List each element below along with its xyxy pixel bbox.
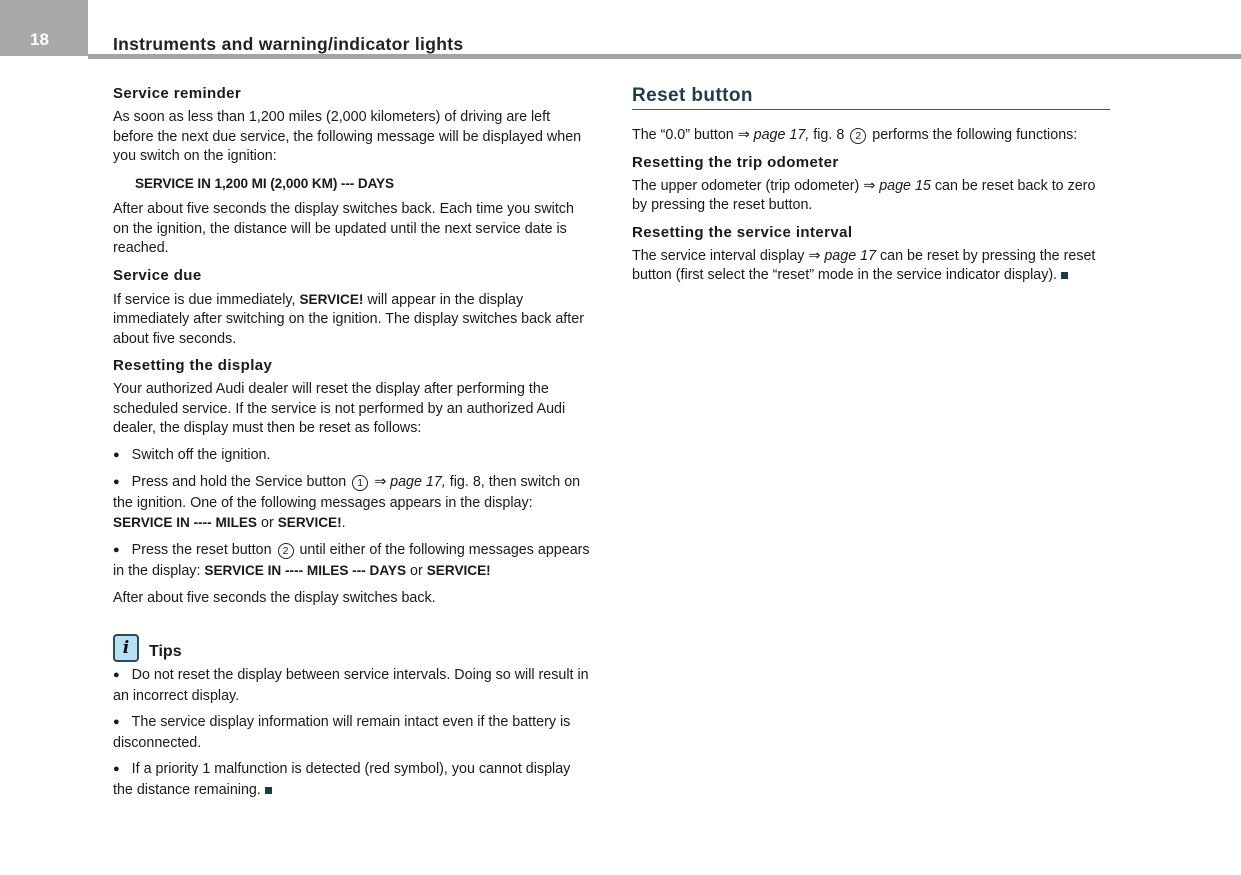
text: can be reset back to zero by pressing the reset button. [632, 177, 1096, 213]
text: As soon as less than 1,200 miles (2,000 kilometers) of driving are left before the next due service, the following message will be displayed when you switch on the ignition: [113, 109, 582, 164]
paragraph [113, 380, 593, 439]
bold-text: SERVICE! [299, 291, 364, 307]
paragraph [113, 290, 593, 350]
bullet-item [113, 713, 593, 753]
info-icon: i [113, 634, 139, 662]
text: SERVICE IN 1,200 MI (2,000 KM) --- DAYS [135, 175, 394, 191]
section-title [632, 84, 1110, 110]
text: or [406, 563, 427, 579]
text: can be reset by pressing the reset button (first select the “reset” mode in the service indicator display). [632, 247, 1096, 283]
text: or [257, 515, 278, 531]
page-reference: page 17 [824, 247, 877, 264]
text: ⇒ [370, 474, 391, 490]
end-mark-icon [265, 787, 272, 794]
text: Service due [113, 266, 202, 284]
text: The service interval display ⇒ [632, 247, 825, 264]
callout-number: 2 [278, 543, 294, 559]
callout-number: 2 [850, 128, 866, 144]
page-reference: page 17, [390, 474, 446, 490]
text: Do not reset the display between service intervals. Doing so will result in an incorrect display. [113, 667, 589, 704]
callout-number: 1 [352, 475, 368, 491]
section-heading [113, 356, 593, 376]
bold-text: SERVICE! [426, 563, 491, 578]
text: . [341, 515, 346, 531]
text: After about five seconds the display switches back. Each time you switch on the ignition, the distance will be updated until the next service date is reached. [113, 201, 574, 256]
end-mark-icon [1061, 272, 1068, 279]
text: until either of the following messages appears in the display: [113, 541, 590, 579]
paragraph [632, 247, 1110, 286]
text: Press and hold the Service button [131, 474, 351, 490]
text: Reset button [632, 85, 753, 106]
text: performs the following functions: [868, 127, 1078, 143]
bold-text: SERVICE IN ---- MILES [113, 515, 258, 530]
text: fig. 8 [809, 127, 849, 143]
text: will appear in the display immediately after switching on the ignition. The display switches back after about five seconds. [113, 291, 584, 347]
page-title: Instruments and warning/indicator lights [113, 34, 464, 54]
text: The “0.0” button ⇒ [632, 127, 754, 143]
text: Resetting the display [113, 357, 273, 374]
tips-label: Tips [149, 643, 182, 660]
bullet-item [113, 666, 593, 706]
bullet-item [113, 446, 593, 467]
paragraph [632, 126, 1110, 146]
paragraph [113, 108, 593, 167]
page-number: 18 [30, 30, 49, 49]
text: fig. 8, then switch on the ignition. One of the following messages appears in the display: [113, 474, 581, 511]
text: Resetting the service interval [632, 223, 853, 241]
page-tab [0, 0, 88, 56]
text: The service display information will remain intact even if the battery is disconnected. [113, 714, 571, 751]
text: Your authorized Audi dealer will reset the display after performing the scheduled service. If the service is not performed by an authorized Audi dealer, the display must then be reset as follows: [113, 381, 566, 436]
paragraph [632, 177, 1110, 216]
text: If a priority 1 malfunction is detected (red symbol), you cannot display the distance remaining. [113, 761, 571, 798]
bullet-item [113, 541, 593, 582]
paragraph [113, 200, 593, 259]
section-heading [632, 153, 1110, 173]
left-column [113, 84, 593, 807]
text: The upper odometer (trip odometer) ⇒ [632, 177, 880, 194]
section-heading [632, 223, 1110, 243]
bold-text: SERVICE IN ---- MILES --- DAYS [204, 563, 407, 578]
bold-text: SERVICE! [277, 515, 342, 530]
section-heading [113, 84, 593, 104]
bullet-item [113, 760, 593, 800]
right-column [632, 84, 1110, 293]
text: Resetting the trip odometer [632, 153, 839, 171]
text: If service is due immediately, [113, 291, 300, 308]
paragraph [113, 589, 593, 609]
page-reference: page 15 [879, 177, 931, 194]
text: After about five seconds the display switches back. [113, 589, 436, 606]
display-message [113, 174, 593, 194]
text: Press the reset button [131, 541, 276, 558]
page-reference: page 17, [753, 127, 810, 143]
bullet-item [113, 473, 593, 534]
tips-heading [113, 634, 593, 662]
text: Switch off the ignition. [131, 446, 271, 463]
section-heading [113, 266, 593, 286]
text: Service reminder [113, 85, 242, 102]
